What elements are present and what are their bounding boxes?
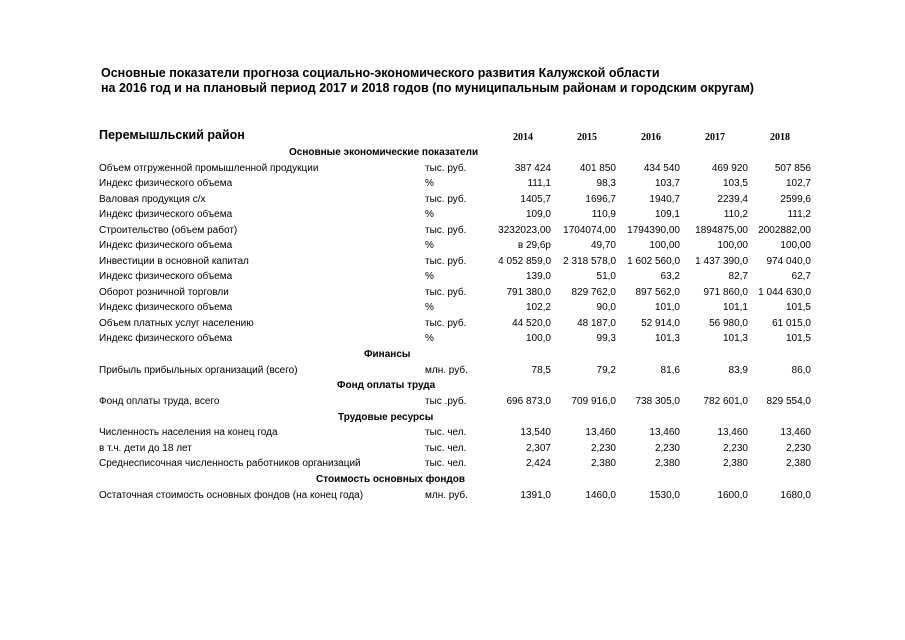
year-header-2018: 2018 [770, 132, 790, 143]
cell-2017: 971 860,0 [703, 287, 748, 298]
table-row [0, 255, 905, 270]
cell-2015: 1704074,00 [563, 225, 616, 236]
row-unit: % [425, 209, 434, 220]
cell-2016: 109,1 [654, 209, 680, 220]
row-label: Численность населения на конец года [99, 427, 278, 438]
cell-2017: 110,2 [723, 209, 748, 220]
cell-2016: 63,2 [660, 271, 680, 282]
cell-2017: 782 601,0 [703, 396, 748, 407]
cell-2018: 507 856 [774, 163, 811, 174]
table-row [0, 270, 905, 285]
cell-2017: 101,3 [722, 333, 748, 344]
cell-2014: 696 873,0 [506, 396, 551, 407]
cell-2017: 2,230 [722, 443, 748, 454]
row-unit: % [425, 271, 434, 282]
cell-2018: 2599,6 [780, 194, 811, 205]
cell-2016: 101,3 [654, 333, 680, 344]
cell-2015: 79,2 [596, 365, 616, 376]
cell-2018: 2,380 [785, 458, 811, 469]
cell-2015: 1460,0 [585, 490, 616, 501]
cell-2016: 2,380 [654, 458, 680, 469]
table-row [0, 286, 905, 301]
cell-2017: 13,460 [717, 427, 748, 438]
cell-2015: 48 187,0 [577, 318, 616, 329]
cell-2016: 738 305,0 [635, 396, 680, 407]
table-row [0, 332, 905, 347]
cell-2017: 100,00 [717, 240, 748, 251]
row-unit: тыс. руб. [425, 256, 467, 267]
cell-2014: 13,540 [520, 427, 551, 438]
table-row [0, 208, 905, 223]
section-title: Основные экономические показатели [289, 147, 479, 158]
cell-2015: 90,0 [596, 302, 616, 313]
table-row [0, 426, 905, 441]
cell-2018: 102,7 [785, 178, 811, 189]
year-header-2017: 2017 [705, 132, 725, 143]
cell-2016: 52 914,0 [641, 318, 680, 329]
table-row [0, 239, 905, 254]
row-label: Индекс физического объема [99, 302, 233, 313]
cell-2018: 111,2 [787, 209, 811, 220]
table-row [0, 442, 905, 457]
row-label: Среднесписочная численность работников организаций [99, 458, 361, 469]
cell-2018: 62,7 [791, 271, 811, 282]
year-header-2015: 2015 [577, 132, 597, 143]
row-label: Инвестиции в основной капитал [99, 256, 249, 267]
row-label: Индекс физического объема [99, 209, 233, 220]
cell-2017: 103,5 [722, 178, 748, 189]
row-unit: % [425, 333, 434, 344]
document-title [101, 66, 754, 96]
row-label: Оборот розничной торговли [99, 287, 229, 298]
cell-2017: 2,380 [722, 458, 748, 469]
cell-2018: 974 040,0 [766, 256, 811, 267]
cell-2018: 13,460 [780, 427, 811, 438]
cell-2014: 44 520,0 [512, 318, 551, 329]
row-unit: % [425, 240, 434, 251]
cell-2017: 83,9 [728, 365, 748, 376]
cell-2016: 434 540 [643, 163, 680, 174]
row-label: Объем отгруженной промышленной продукции [99, 163, 319, 174]
cell-2014: 102,2 [525, 302, 551, 313]
cell-2016: 1 602 560,0 [627, 256, 680, 267]
cell-2015: 99,3 [596, 333, 616, 344]
section-title: Финансы [364, 349, 411, 360]
section-title: Трудовые ресурсы [338, 412, 434, 423]
row-label: Индекс физического объема [99, 178, 233, 189]
cell-2018: 2002882,00 [758, 225, 811, 236]
cell-2016: 897 562,0 [635, 287, 680, 298]
row-label: Строительство (объем работ) [99, 225, 238, 236]
cell-2015: 2 318 578,0 [563, 256, 616, 267]
row-unit: тыс. чел. [425, 458, 467, 469]
row-label: Индекс физического объема [99, 333, 233, 344]
cell-2018: 1 044 630,0 [758, 287, 811, 298]
table-row [0, 177, 905, 192]
cell-2017: 101,1 [722, 302, 748, 313]
row-label: Валовая продукция с/х [99, 194, 206, 205]
cell-2016: 100,00 [649, 240, 680, 251]
row-label: Фонд оплаты труда, всего [99, 396, 220, 407]
cell-2017: 1600,0 [717, 490, 748, 501]
cell-2015: 13,460 [585, 427, 616, 438]
cell-2017: 1 437 390,0 [695, 256, 748, 267]
cell-2014: 109,0 [525, 209, 551, 220]
cell-2018: 101,5 [785, 302, 811, 313]
table-row [0, 457, 905, 472]
row-unit: тыс. чел. [425, 427, 467, 438]
row-unit: млн. руб. [425, 490, 468, 501]
row-unit: % [425, 302, 434, 313]
cell-2014: 2,307 [525, 443, 551, 454]
cell-2014: 1405,7 [520, 194, 551, 205]
row-label: Индекс физического объема [99, 271, 233, 282]
cell-2014: 4 052 859,0 [498, 256, 551, 267]
cell-2016: 2,230 [654, 443, 680, 454]
cell-2016: 101,0 [654, 302, 680, 313]
cell-2018: 86,0 [791, 365, 811, 376]
table-row [0, 162, 905, 177]
title-line-2: на 2016 год и на плановый период 2017 и 2018 годов (по муниципальным районам и городским округам) [101, 81, 754, 95]
row-label: Прибыль прибыльных организаций (всего) [99, 365, 298, 376]
row-label: в т.ч. дети до 18 лет [99, 443, 192, 454]
cell-2018: 829 554,0 [766, 396, 811, 407]
cell-2017: 469 920 [711, 163, 748, 174]
row-label: Остаточная стоимость основных фондов (на конец года) [99, 490, 364, 501]
cell-2014: 1391,0 [520, 490, 551, 501]
cell-2017: 2239,4 [717, 194, 748, 205]
cell-2015: 401 850 [579, 163, 616, 174]
section-title: Фонд оплаты труда [337, 380, 436, 391]
cell-2014: 2,424 [525, 458, 551, 469]
cell-2014: 100,0 [525, 333, 551, 344]
cell-2015: 98,3 [596, 178, 616, 189]
cell-2015: 49,70 [590, 240, 616, 251]
cell-2017: 56 980,0 [709, 318, 748, 329]
cell-2016: 13,460 [649, 427, 680, 438]
table-row [0, 301, 905, 316]
table-row [0, 489, 905, 504]
cell-2014: 139,0 [525, 271, 551, 282]
district-name: Перемышльский район [99, 128, 245, 142]
row-label: Индекс физического объема [99, 240, 233, 251]
row-unit: тыс. руб. [425, 318, 467, 329]
cell-2016: 1530,0 [649, 490, 680, 501]
cell-2014: 78,5 [531, 365, 551, 376]
cell-2015: 709 916,0 [571, 396, 616, 407]
row-unit: млн. руб. [425, 365, 468, 376]
row-label: Объем платных услуг населению [99, 318, 254, 329]
cell-2015: 2,230 [590, 443, 616, 454]
cell-2018: 100,00 [780, 240, 811, 251]
cell-2017: 1894875,00 [695, 225, 748, 236]
cell-2015: 2,380 [590, 458, 616, 469]
row-unit: тыс. чел. [425, 443, 467, 454]
cell-2015: 829 762,0 [571, 287, 616, 298]
year-header-2014: 2014 [513, 132, 533, 143]
cell-2015: 110,9 [591, 209, 616, 220]
cell-2015: 1696,7 [585, 194, 616, 205]
title-line-1: Основные показатели прогноза социально-экономического развития Калужской области [101, 66, 660, 80]
row-unit: % [425, 178, 434, 189]
cell-2016: 103,7 [654, 178, 680, 189]
cell-2014: 791 380,0 [506, 287, 551, 298]
cell-2018: 101,5 [785, 333, 811, 344]
table-row [0, 395, 905, 410]
cell-2016: 81,6 [660, 365, 680, 376]
cell-2018: 1680,0 [780, 490, 811, 501]
table-row [0, 317, 905, 332]
cell-2014: 3232023,00 [498, 225, 551, 236]
cell-2014: 387 424 [514, 163, 551, 174]
cell-2017: 82,7 [728, 271, 748, 282]
cell-2014: в 29,6р [517, 240, 551, 251]
cell-2018: 61 015,0 [772, 318, 811, 329]
section-title: Стоимость основных фондов [316, 474, 465, 485]
row-unit: тыс. руб. [425, 287, 467, 298]
row-unit: тыс. руб. [425, 163, 467, 174]
cell-2016: 1794390,00 [627, 225, 680, 236]
row-unit: тыс .руб. [425, 396, 467, 407]
cell-2014: 111,1 [527, 178, 551, 189]
table-row [0, 193, 905, 208]
cell-2015: 51,0 [596, 271, 616, 282]
table-row [0, 364, 905, 379]
row-unit: тыс. руб. [425, 225, 467, 236]
table-row [0, 224, 905, 239]
row-unit: тыс. руб. [425, 194, 467, 205]
cell-2016: 1940,7 [649, 194, 680, 205]
year-header-2016: 2016 [641, 132, 661, 143]
cell-2018: 2,230 [785, 443, 811, 454]
